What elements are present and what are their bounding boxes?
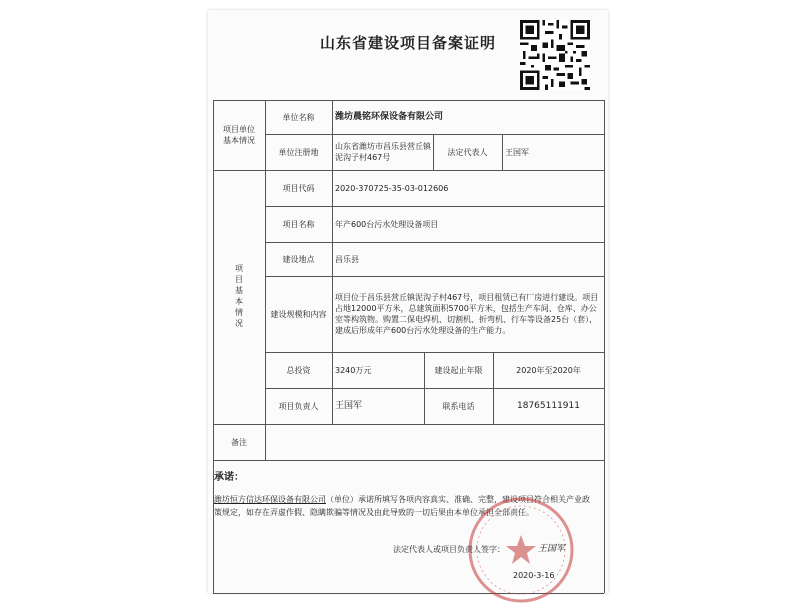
location-value: 昌乐县 [335,254,359,264]
legal-rep-value: 王国军 [505,147,529,157]
scale-value: 项目位于昌乐县营丘镇泥沟子村467号，项目租赁已有厂房进行建设。项目占地12000平方米，总建筑面积5700平方米，包括生产车间、仓库、办公室等构筑物。购置二保电焊机、切割机、折弯机、行车等设备25台（套），建成后形成年产600台污水处理设备的生产能力。 [335,293,599,335]
sign-date: 2020-3-16 [513,571,555,580]
promise-heading: 承诺： [214,472,244,483]
project-code-label: 项目代码 [282,183,315,193]
investment-value: 3240万元 [335,365,372,375]
period-label: 建设起止年限 [434,365,483,375]
scale-label: 建设规模和内容 [270,309,327,319]
remarks-value [265,424,604,460]
unit-name-value: 潍坊晨铭环保设备有限公司 [335,111,444,122]
unit-name-label: 单位名称 [282,112,315,122]
remarks-label: 备注 [231,437,247,447]
promise-company: 潍坊恒方信达环保设备有限公司 [214,495,326,504]
unit-section-label: 项目单位 基本情况 [223,125,255,145]
responsible-label: 项目负责人 [278,401,319,411]
sign-label: 法定代表人或项目负责人签字： [393,545,505,554]
signature: 王国军 [538,544,566,554]
document-title: 山东省建设项目备案证明 [319,34,496,52]
project-section-cell [213,170,265,424]
phone-value: 18765111911 [517,400,580,411]
reg-address-value: 山东省潍坊市昌乐县营丘镇泥沟子村467号 [335,142,431,162]
project-section-label: 项目基本情况 [234,264,244,330]
phone-label: 联系电话 [442,401,475,411]
responsible-value: 王国军 [335,400,363,411]
location-label: 建设地点 [282,254,315,264]
certificate-page [208,10,608,593]
promise-body: （单位）承诺所填写各项内容真实、准确、完整，建设项目符合相关产业政策规定，如存在弄虚作假、隐瞒欺骗等情况及由此导致的一切后果由本单位承担全部责任。 [214,495,590,517]
legal-rep-label: 法定代表人 [447,147,488,157]
period-value: 2020年至2020年 [516,365,581,375]
project-name-value: 年产600台污水处理设备项目 [335,219,439,229]
project-name-label: 项目名称 [282,219,315,229]
reg-address-label: 单位注册地 [278,147,319,157]
project-code-value: 2020-370725-35-03-012606 [335,183,449,193]
investment-label: 总投资 [286,365,311,375]
